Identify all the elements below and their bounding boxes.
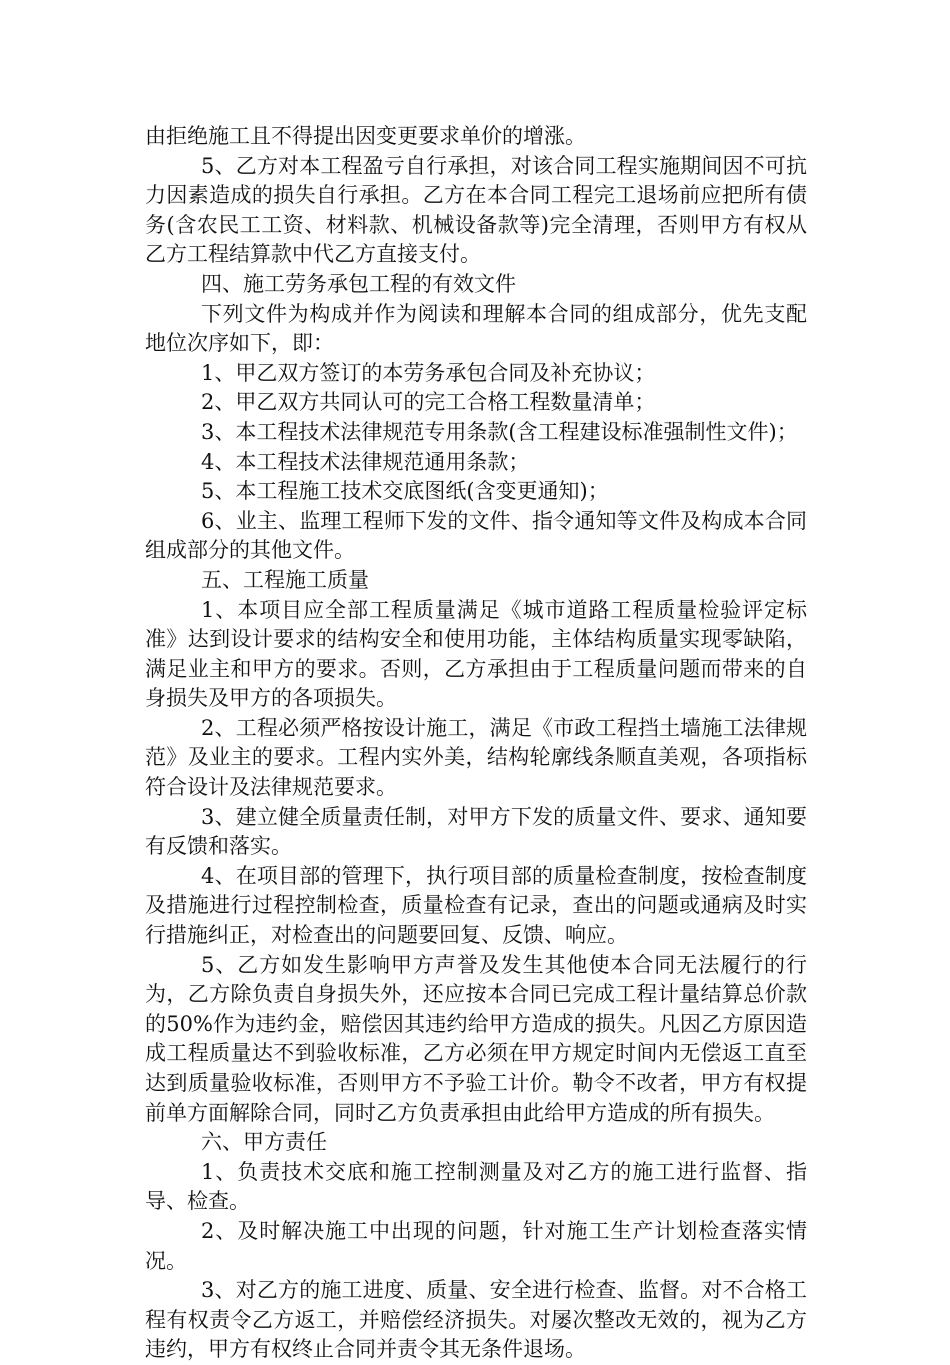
section-heading: 六、甲方责任 bbox=[201, 1130, 327, 1155]
paragraph: 5、乙方对本工程盈亏自行承担，对该合同工程实施期间因不可抗力因素造成的损失自行承担。乙方在本合同工程完工退场前应把所有债务(含农民工工资、材料款、机械设备款等)完全清理，否则甲方有权从乙方工程结算款中代乙方直接支付。 bbox=[145, 153, 807, 267]
paragraph: 下列文件为构成并作为阅读和理解本合同的组成部分，优先支配地位次序如下，即： bbox=[145, 301, 807, 356]
section-heading: 五、工程施工质量 bbox=[201, 567, 369, 592]
paragraph: 由拒绝施工且不得提出因变更要求单价的增涨。 bbox=[145, 124, 586, 148]
section-heading: 四、施工劳务承包工程的有效文件 bbox=[201, 271, 516, 296]
list-item: 1、本项目应全部工程质量满足《城市道路工程质量检验评定标准》达到设计要求的结构安全和使用功能，主体结构质量实现零缺陷，满足业主和甲方的要求。否则，乙方承担由于工程质量问题而带来的自身损失及甲方的各项损失。 bbox=[145, 597, 807, 711]
list-item: 6、业主、监理工程师下发的文件、指令通知等文件及构成本合同组成部分的其他文件。 bbox=[145, 508, 807, 563]
list-item: 2、甲乙双方共同认可的完工合格工程数量清单； bbox=[201, 390, 656, 415]
list-item: 5、乙方如发生影响甲方声誉及发生其他使本合同无法履行的行为，乙方除负责自身损失外，还应按本合同已完成工程计量结算总价款的50%作为违约金，赔偿因其违约给甲方造成的损失。凡因乙方原因造成工程质量达不到验收标准，乙方必须在甲方规定时间内无偿返工直至达到质量验收标准，否则甲方不予验工计价。勒令不改者，甲方有权提前单方面解除合同，同时乙方负责承担由此给甲方造成的所有损失。 bbox=[145, 952, 807, 1125]
list-item: 3、对乙方的施工进度、质量、安全进行检查、监督。对不合格工程有权责令乙方返工，并赔偿经济损失。对屡次整改无效的，视为乙方违约，甲方有权终止合同并责令其无条件退场。 bbox=[145, 1278, 807, 1362]
list-item: 2、及时解决施工中出现的问题，针对施工生产计划检查落实情况。 bbox=[145, 1218, 807, 1273]
list-item: 3、建立健全质量责任制，对甲方下发的质量文件、要求、通知要有反馈和落实。 bbox=[145, 804, 807, 859]
list-item: 4、本工程技术法律规范通用条款； bbox=[201, 449, 530, 474]
list-item: 4、在项目部的管理下，执行项目部的质量检查制度，按检查制度及措施进行过程控制检查，质量检查有记录，查出的问题或通病及时实行措施纠正，对检查出的问题要回复、反馈、响应。 bbox=[145, 863, 807, 948]
list-item: 2、工程必须严格按设计施工，满足《市政工程挡土墙施工法律规范》及业主的要求。工程内实外美，结构轮廓线条顺直美观，各项指标符合设计及法律规范要求。 bbox=[145, 715, 807, 800]
list-item: 1、甲乙双方签订的本劳务承包合同及补充协议； bbox=[201, 360, 656, 385]
document-page bbox=[145, 122, 807, 1365]
list-item: 3、本工程技术法律规范专用条款(含工程建设标准强制性文件)； bbox=[201, 419, 798, 444]
list-item: 1、负责技术交底和施工控制测量及对乙方的施工进行监督、指导、检查。 bbox=[145, 1159, 807, 1214]
list-item: 5、本工程施工技术交底图纸(含变更通知)； bbox=[201, 479, 609, 504]
